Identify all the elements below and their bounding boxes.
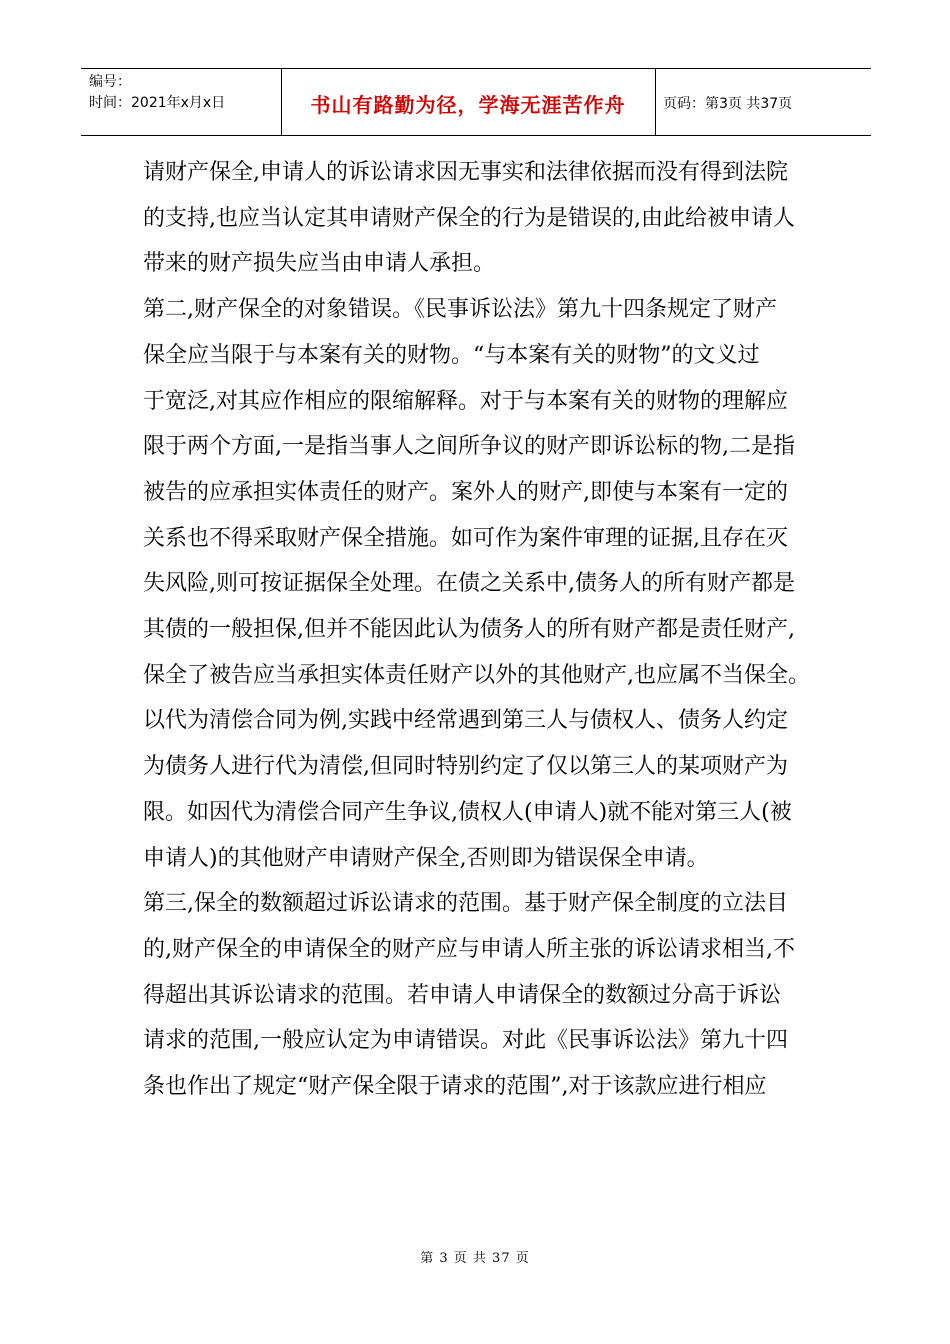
header-motto: 书山有路勤为径，学海无涯苦作舟 bbox=[310, 92, 626, 117]
body-line: 的,财产保全的申请保全的财产应与申请人所主张的诉讼请求相当,不 bbox=[143, 936, 795, 962]
header-info bbox=[89, 72, 225, 114]
body-line: 得超出其诉讼请求的范围。若申请人申请保全的数额过分高于诉讼 bbox=[143, 982, 782, 1008]
body-line: 的支持,也应当认定其申请财产保全的行为是错误的,由此给被申请人 bbox=[143, 205, 795, 231]
body-line: 保全了被告应当承担实体责任财产以外的其他财产,也应属不当保全。 bbox=[143, 662, 810, 688]
body-line: 保全应当限于与本案有关的财物。“与本案有关的财物”的文义过 bbox=[143, 342, 760, 368]
body-line: 限。如因代为清偿合同产生争议,债权人(申请人)就不能对第三人(被 bbox=[143, 799, 792, 825]
body-line: 其债的一般担保,但并不能因此认为债务人的所有财产都是责任财产, bbox=[143, 617, 795, 643]
header-time: 时间：2021年x月x日 bbox=[89, 95, 226, 111]
body-line: 请求的范围,一般应认定为申请错误。对此《民事诉讼法》第九十四 bbox=[143, 1028, 788, 1054]
body-line: 于宽泛,对其应作相应的限缩解释。对于与本案有关的财物的理解应 bbox=[143, 388, 788, 414]
document-header bbox=[81, 68, 871, 136]
header-divider bbox=[655, 69, 656, 135]
body-line: 第二,财产保全的对象错误。《民事诉讼法》第九十四条规定了财产 bbox=[143, 297, 777, 323]
page-footer: 第 3 页 共 37 页 bbox=[420, 1251, 530, 1266]
body-line: 第三,保全的数额超过诉讼请求的范围。基于财产保全制度的立法目 bbox=[143, 891, 788, 917]
body-line: 申请人)的其他财产申请财产保全,否则即为错误保全申请。 bbox=[143, 845, 709, 871]
body-line: 被告的应承担实体责任的财产。案外人的财产,即使与本案有一定的 bbox=[143, 479, 788, 505]
body-line: 限于两个方面,一是指当事人之间所争议的财产即诉讼标的物,二是指 bbox=[143, 434, 795, 460]
document-body bbox=[143, 150, 833, 1110]
header-page-number: 页码：第3页 共37页 bbox=[663, 96, 793, 112]
body-line: 请财产保全,申请人的诉讼请求因无事实和法律依据而没有得到法院 bbox=[143, 160, 788, 185]
body-line: 条也作出了规定“财产保全限于请求的范围”,对于该款应进行相应 bbox=[143, 1074, 767, 1100]
body-line: 以代为清偿合同为例,实践中经常遇到第三人与债权人、债务人约定 bbox=[143, 708, 788, 734]
body-line: 关系也不得采取财产保全措施。如可作为案件审理的证据,且存在灭 bbox=[143, 525, 788, 551]
body-line: 为债务人进行代为清偿,但同时特别约定了仅以第三人的某项财产为 bbox=[143, 754, 788, 780]
header-number: 编号： bbox=[89, 74, 131, 90]
body-line: 失风险,则可按证据保全处理。在债之关系中,债务人的所有财产都是 bbox=[143, 571, 795, 597]
body-line: 带来的财产损失应当由申请人承担。 bbox=[143, 251, 496, 277]
